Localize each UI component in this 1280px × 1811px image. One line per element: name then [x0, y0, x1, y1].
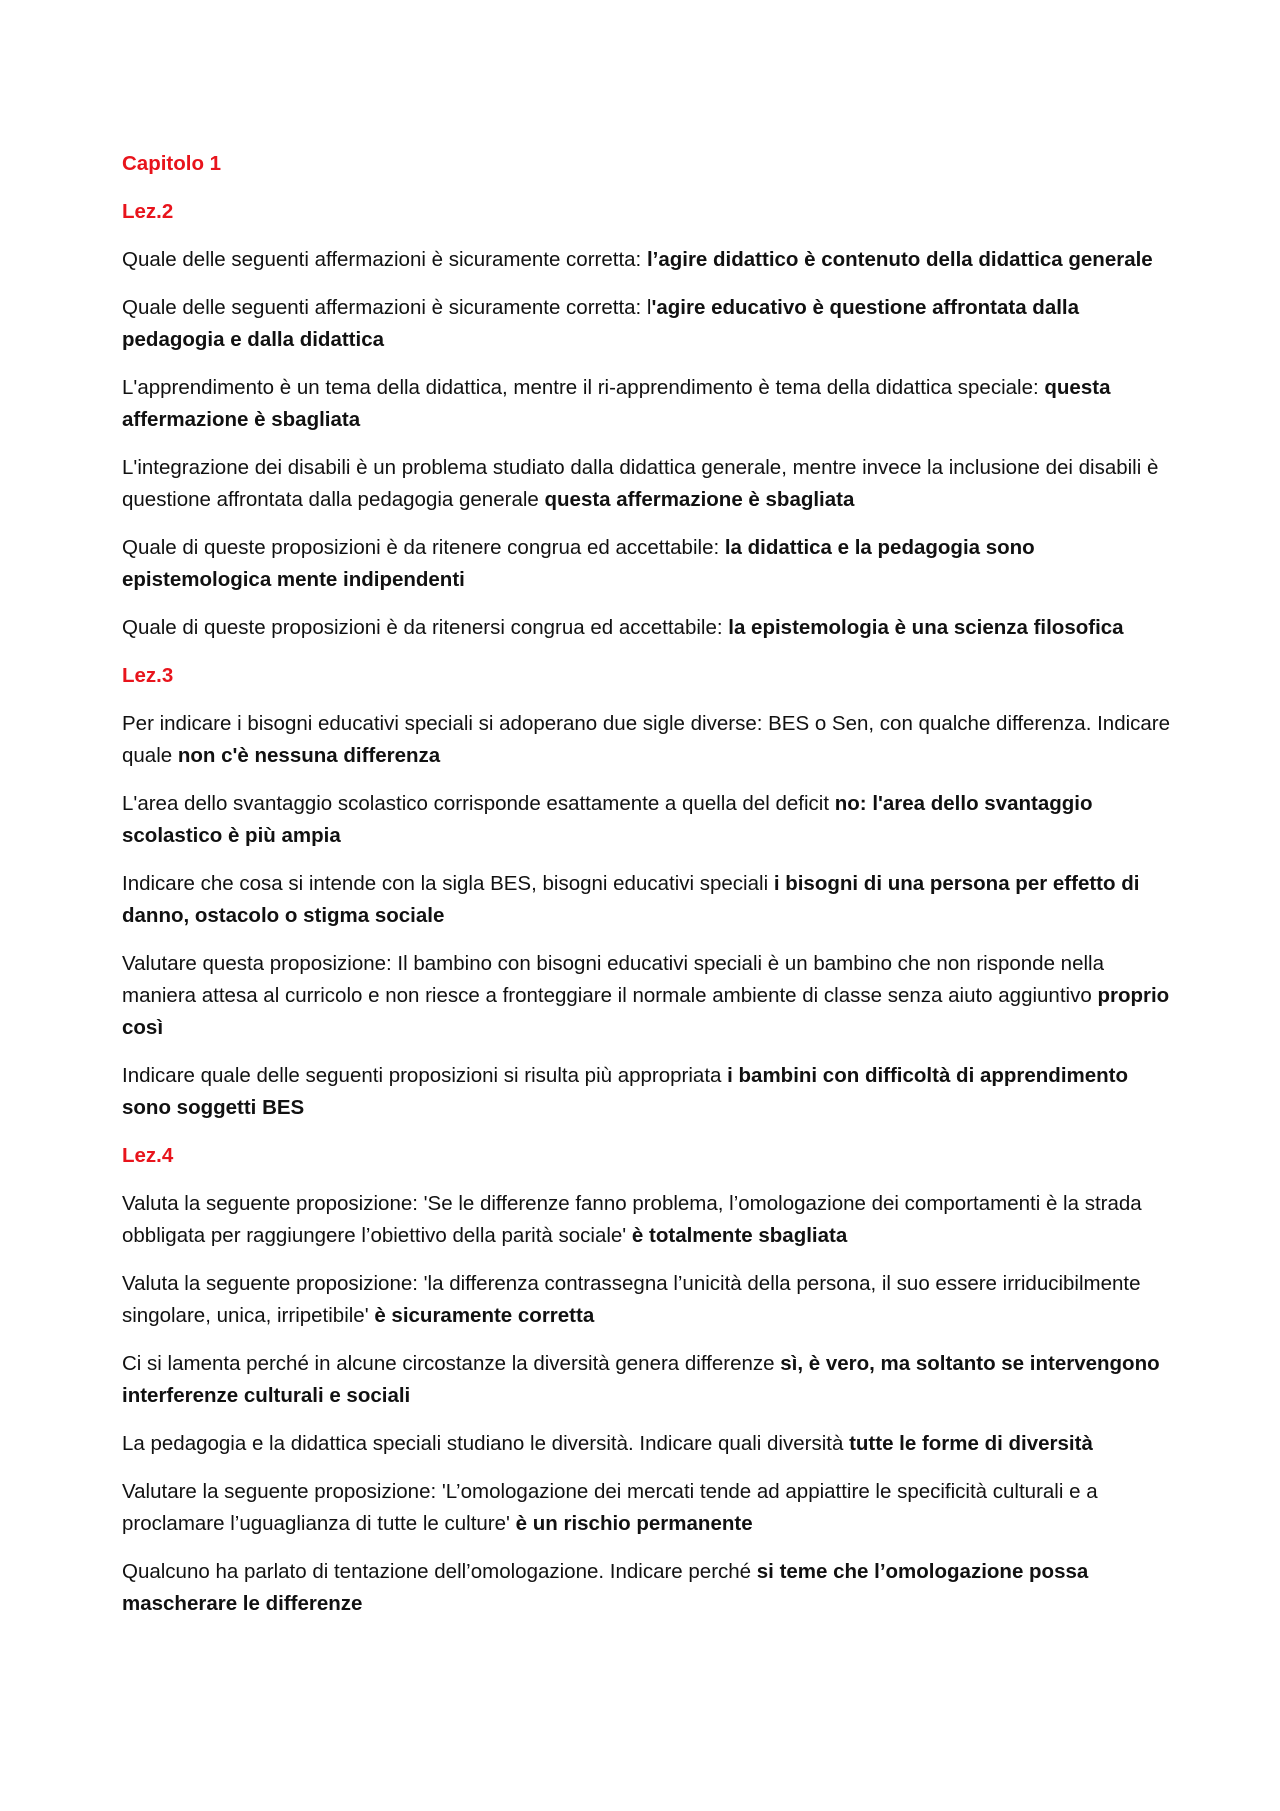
answer-text: i bisogni di una persona per effetto di danno, ostacolo o stigma sociale [122, 872, 1140, 927]
question-text: Valuta la seguente proposizione: 'la differenza contrassegna l’unicità della persona, il suo essere irriducibilmente singolare, unica, irripetibile' [122, 1272, 1141, 1327]
answer-text: è totalmente sbagliata [631, 1224, 848, 1247]
qa-item [122, 788, 1180, 852]
question-text: Valuta la seguente proposizione: 'Se le differenze fanno problema, l’omologazione dei comportamenti è la strada obbligata per raggiungere l’obiettivo della parità sociale' [122, 1192, 1142, 1247]
question-text: Quale delle seguenti affermazioni è sicuramente corretta: l [122, 296, 652, 319]
question-text: Valutare la seguente proposizione: 'L’omologazione dei mercati tende ad appiattire le specificità culturali e a proclamare l’uguaglianza di tutte le culture' [122, 1480, 1098, 1535]
qa-item [122, 1348, 1180, 1412]
qa-item [122, 612, 1180, 644]
section-title-lez4: Lez.4 [122, 1144, 174, 1167]
question-text: Indicare che cosa si intende con la sigla BES, bisogni educativi speciali [122, 872, 774, 895]
qa-item [122, 1060, 1180, 1124]
qa-item [122, 708, 1180, 772]
qa-item [122, 948, 1180, 1044]
answer-text: questa affermazione è sbagliata [544, 488, 855, 511]
answer-text: la epistemologia è una scienza filosofica [728, 616, 1124, 639]
answer-text: 'agire educativo è questione affrontata dalla pedagogia e dalla didattica [122, 296, 1080, 351]
question-text: Quale di queste proposizioni è da ritenere congrua ed accettabile: [122, 536, 725, 559]
qa-item [122, 244, 1180, 276]
question-text: L'apprendimento è un tema della didattica, mentre il ri-apprendimento è tema della didattica speciale: [122, 376, 1045, 399]
answer-text: i bambini con difficoltà di apprendimento sono soggetti BES [122, 1064, 1129, 1119]
question-text: L'integrazione dei disabili è un problema studiato dalla didattica generale, mentre invece la inclusione dei disabili è questione affrontata dalla pedagogia generale [122, 456, 1159, 511]
question-text: Valutare questa proposizione: Il bambino con bisogni educativi speciali è un bambino che non risponde nella maniera attesa al curricolo e non riesce a fronteggiare il normale ambiente di classe senza aiuto aggiuntivo [122, 952, 1104, 1007]
answer-text: sì, è vero, ma soltanto se intervengono interferenze culturali e sociali [122, 1352, 1160, 1407]
question-text: Indicare quale delle seguenti proposizioni si risulta più appropriata [122, 1064, 728, 1087]
question-text: Quale di queste proposizioni è da ritenersi congrua ed accettabile: [122, 616, 729, 639]
answer-text: proprio così [122, 984, 1170, 1039]
qa-item [122, 1556, 1180, 1620]
qa-item [122, 292, 1180, 356]
answer-text: si teme che l’omologazione possa mascherare le differenze [122, 1560, 1089, 1615]
answer-text: questa affermazione è sbagliata [122, 376, 1111, 431]
qa-item [122, 1268, 1180, 1332]
qa-item [122, 372, 1180, 436]
qa-item [122, 452, 1180, 516]
qa-item [122, 1428, 1180, 1460]
section-title-lez3: Lez.3 [122, 664, 174, 687]
answer-text: tutte le forme di diversità [849, 1432, 1093, 1455]
question-text: Per indicare i bisogni educativi speciali si adoperano due sigle diverse: BES o Sen, con qualche differenza. Indicare quale [122, 712, 1171, 767]
answer-text: è un rischio permanente [515, 1512, 753, 1535]
qa-item [122, 1476, 1180, 1540]
answer-text: non c'è nessuna differenza [177, 744, 441, 767]
question-text: L'area dello svantaggio scolastico corrisponde esattamente a quella del deficit [122, 792, 835, 815]
question-text: La pedagogia e la didattica speciali studiano le diversità. Indicare quali diversità [122, 1432, 850, 1455]
qa-item [122, 1188, 1180, 1252]
qa-item [122, 868, 1180, 932]
question-text: Quale delle seguenti affermazioni è sicuramente corretta: [122, 248, 647, 271]
question-text: Qualcuno ha parlato di tentazione dell’omologazione. Indicare perché [122, 1560, 757, 1583]
chapter-title: Capitolo 1 [122, 152, 222, 175]
answer-text: la didattica e la pedagogia sono epistemologica mente indipendenti [122, 536, 1035, 591]
answer-text: no: l'area dello svantaggio scolastico è più ampia [122, 792, 1093, 847]
answer-text: l’agire didattico è contenuto della didattica generale [646, 248, 1153, 271]
answer-text: è sicuramente corretta [374, 1304, 595, 1327]
section-title-lez2: Lez.2 [122, 200, 174, 223]
qa-item [122, 532, 1180, 596]
question-text: Ci si lamenta perché in alcune circostanze la diversità genera differenze [122, 1352, 781, 1375]
